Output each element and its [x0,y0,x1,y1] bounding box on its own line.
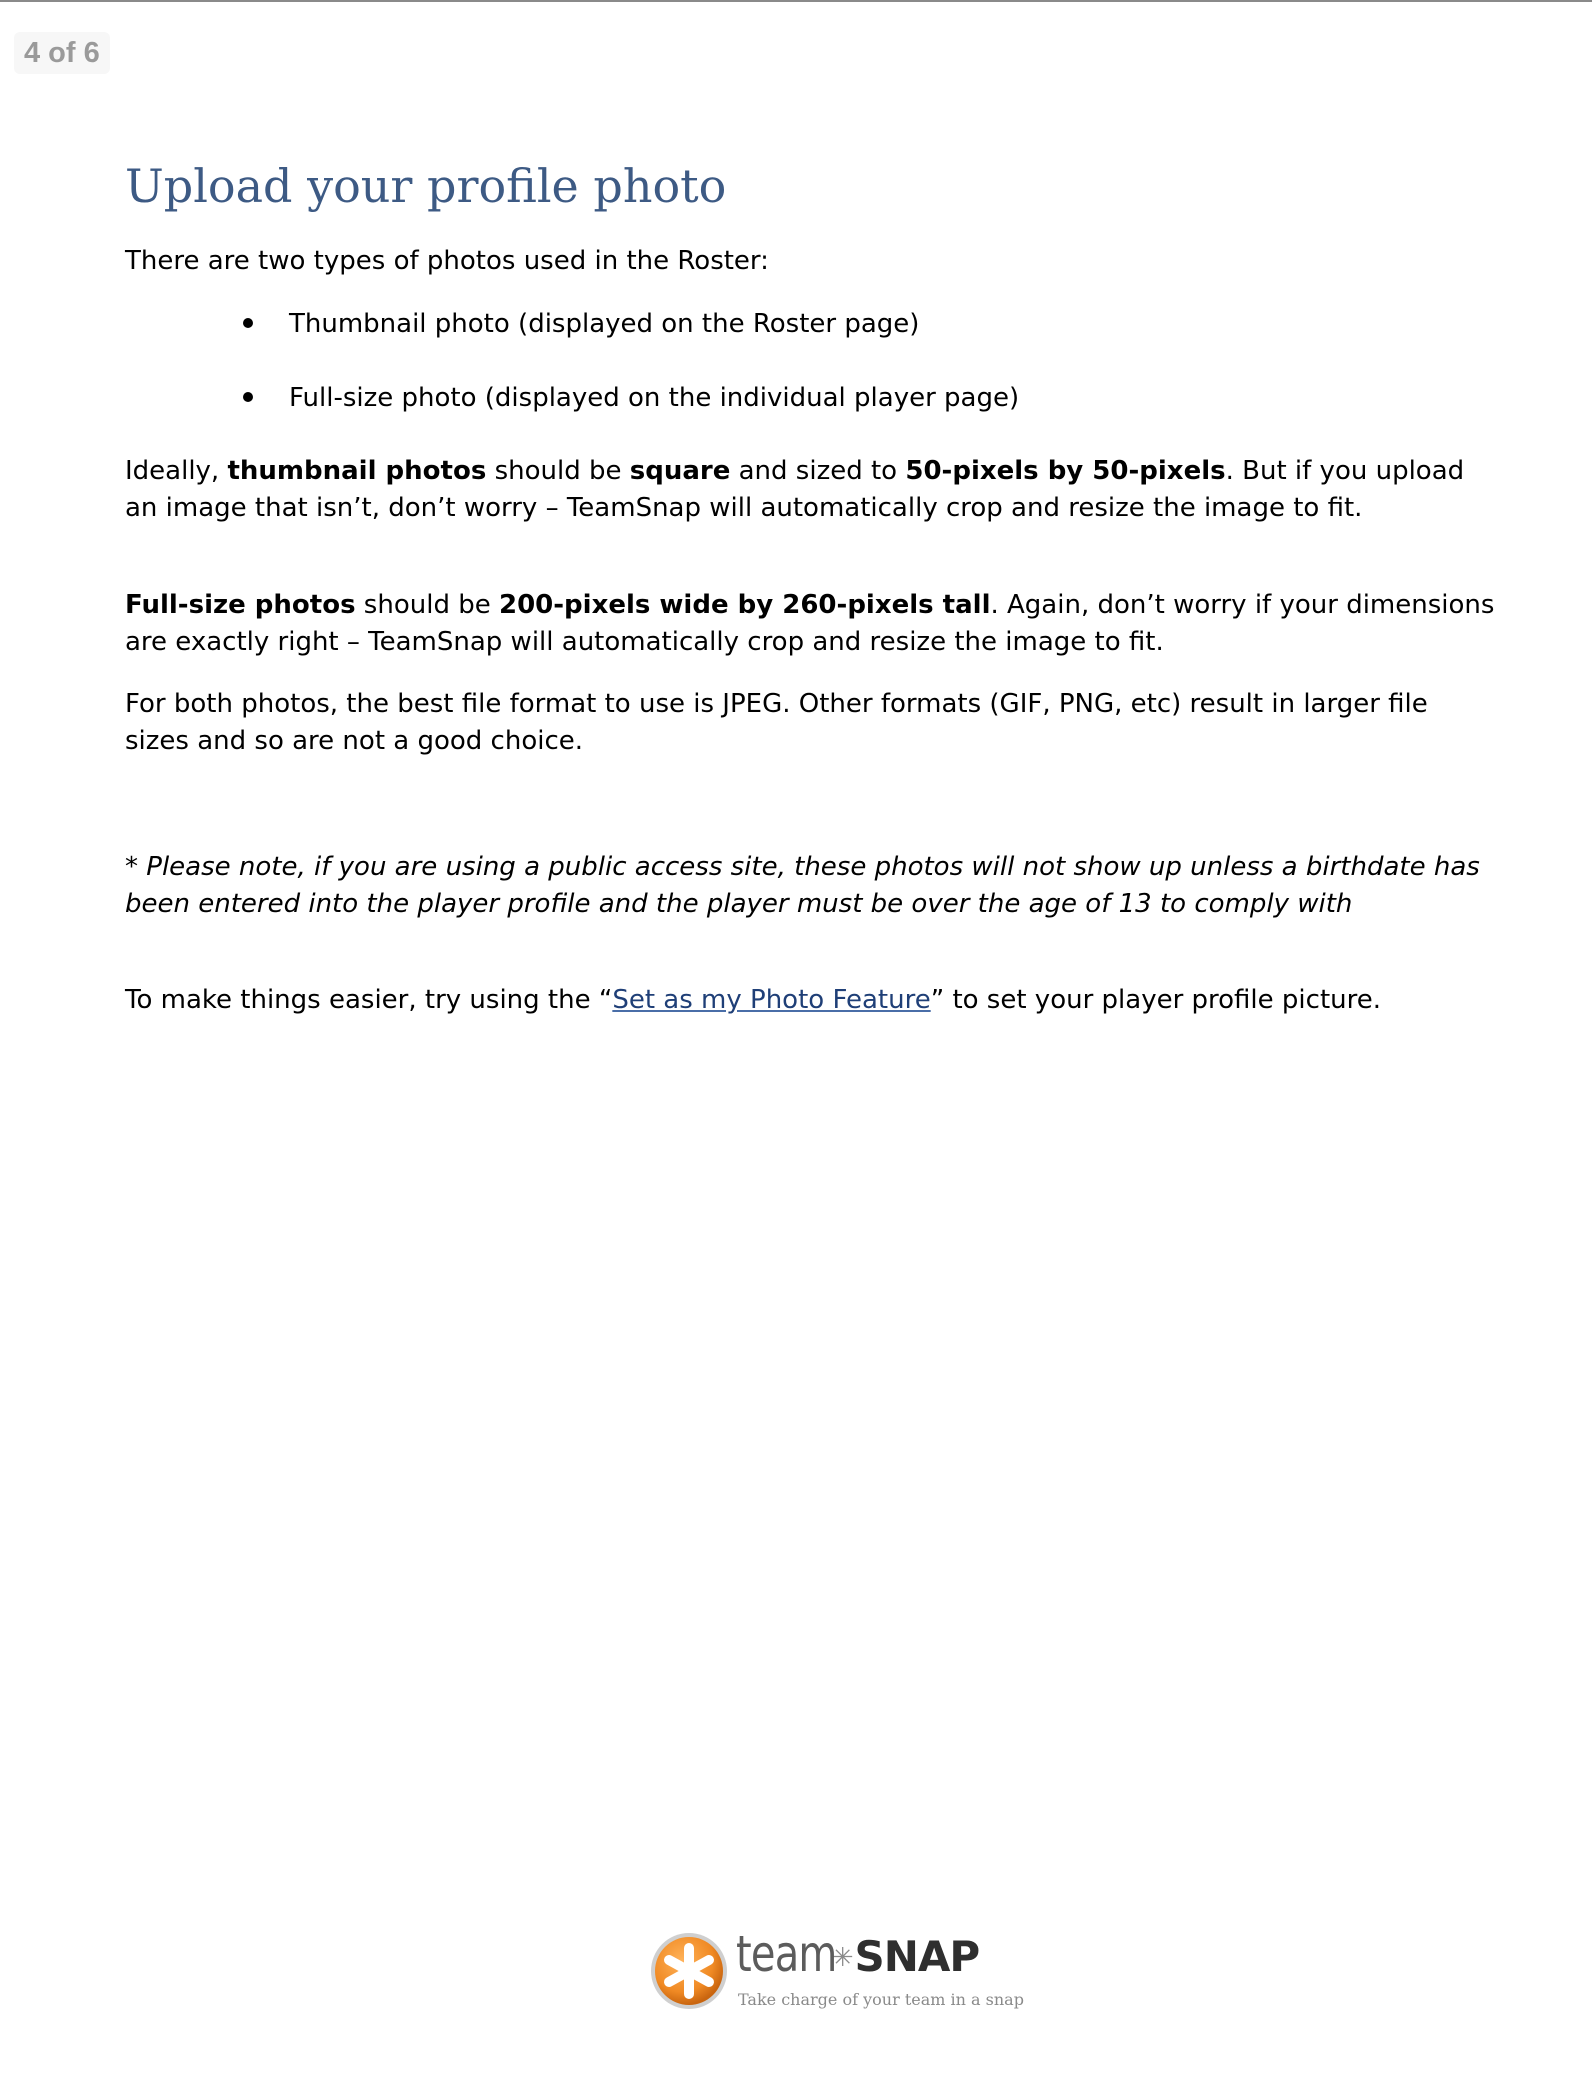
teamsnap-asterisk-icon [648,1930,730,2012]
text-run: should be [355,590,499,620]
logo-wordmark [736,1924,979,1988]
bullet-text: Full-size photo (displayed on the individual player page) [289,383,1020,413]
fullsize-paragraph [125,587,1495,661]
bold-run: 200-pixels wide by 260-pixels tall [498,590,991,620]
logo-tagline: Take charge of your team in a snap [738,1990,1024,2009]
bullet-icon [243,318,253,328]
bold-run: 50-pixels by 50-pixels [905,456,1226,486]
bullet-item [243,380,1019,417]
intro-paragraph: There are two types of photos used in the Roster: [125,246,769,276]
text-run: and sized to [730,456,906,486]
note-paragraph: * Please note, if you are using a public access site, these photos will not show up unless a birthdate has been entered into the player profile and the player must be over the age of 13 to comply with [125,852,1480,919]
text-run: should be [486,456,630,486]
format-paragraph: For both photos, the best file format to use is JPEG. Other formats (GIF, PNG, etc) result in larger file sizes and so are not a good choice. [125,689,1428,756]
page-title: Upload your profile photo [125,159,727,213]
logo-word-team: team [736,1925,837,1983]
text-run: To make things easier, try using the “ [125,985,613,1015]
text-run: Ideally, [125,456,228,486]
text-run: . But if you upload an image that isn’t, don’t worry – TeamSnap will automatically crop and resize the image to fit. [125,456,1465,523]
logo-word-snap: SNAP [854,1932,980,1981]
thumbnail-paragraph [125,453,1495,527]
bold-run: square [629,456,731,486]
bullet-item [243,306,919,343]
bold-run: thumbnail photos [227,456,487,486]
bullet-text: Thumbnail photo (displayed on the Roster page) [289,309,920,339]
page-indicator: 4 of 6 [14,32,110,74]
logo-star-icon: ✳ [831,1942,853,1973]
text-run: . Again, don’t worry if your dimensions are exactly right – TeamSnap will automatically crop and resize the image to fit. [125,590,1495,657]
set-as-my-photo-feature-link[interactable]: Set as my Photo Feature [612,985,931,1015]
top-divider [0,0,1592,2]
bullet-icon [243,392,253,402]
text-run: ” to set your player profile picture. [930,985,1381,1015]
teamsnap-logo [648,1925,1024,2020]
bold-run: Full-size photos [125,590,356,620]
tip-paragraph [125,982,1495,1019]
